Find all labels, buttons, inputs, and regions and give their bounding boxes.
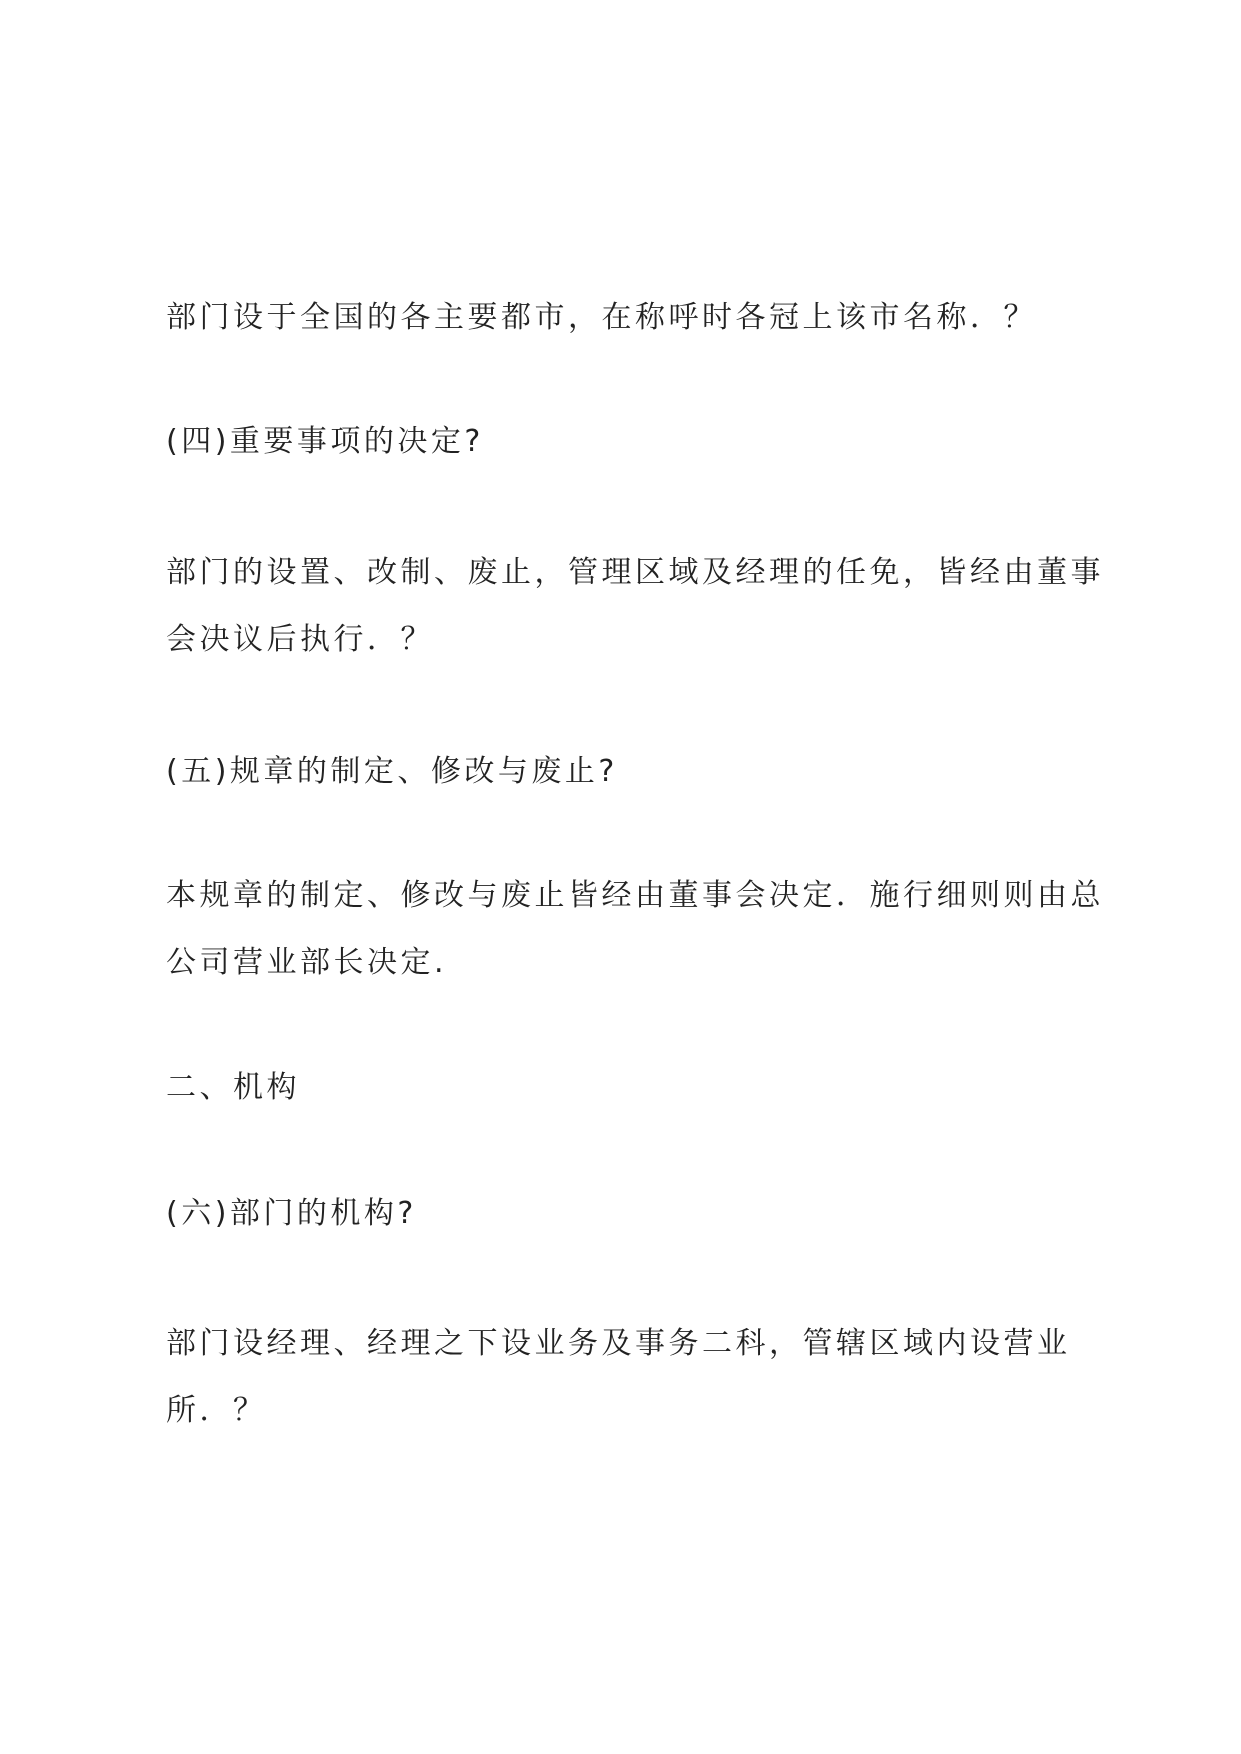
- paragraph-2-line-2: 会决议后执行．？: [166, 622, 434, 657]
- heading-6: (六)部门的机构?: [166, 1196, 417, 1231]
- paragraph-4-line-1: 部门设经理、经理之下设业务及事务二科，管辖区域内设营业: [166, 1326, 1071, 1361]
- heading-4: (四)重要事项的决定?: [166, 424, 484, 459]
- paragraph-1-line-1: 部门设于全国的各主要都市，在称呼时各冠上该市名称．？: [166, 300, 1037, 335]
- paragraph-3-line-2: 公司营业部长决定.: [166, 945, 448, 980]
- section-2-title: 二、机构: [166, 1070, 300, 1105]
- heading-5: (五)规章的制定、修改与废止?: [166, 754, 618, 789]
- paragraph-2-line-1: 部门的设置、改制、废止，管理区域及经理的任免，皆经由董事: [166, 555, 1104, 590]
- paragraph-4-line-2: 所．？: [166, 1393, 267, 1428]
- paragraph-3-line-1: 本规章的制定、修改与废止皆经由董事会决定．施行细则则由总: [166, 878, 1104, 913]
